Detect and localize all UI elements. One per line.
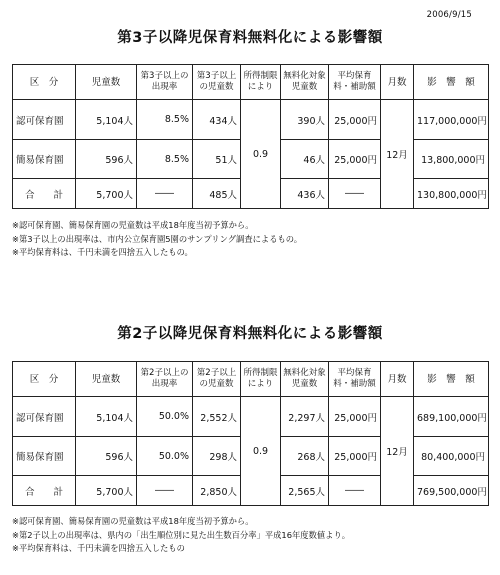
header-target-children: 第3子以上の児童数 [193, 65, 241, 100]
note-line: ※第3子以上の出現率は、市内公立保育園5園のサンプリング調査によるもの。 [12, 233, 303, 244]
note-line: ※平均保育料は、千円未満を四捨五入したもの。 [12, 247, 193, 257]
row-children: 5,700人 [76, 476, 137, 506]
header-amount: 影 響 額 [414, 65, 489, 100]
header-eligible: 無料化対象児童数 [281, 362, 329, 397]
note-line: ※平均保育料は、千円未満を四捨五入したもの [12, 543, 185, 553]
income-limit-cell: 0.9 [241, 397, 281, 506]
row-rate: 8.5% [137, 140, 193, 179]
row-children: 596人 [76, 437, 137, 476]
row-rate: ―― [137, 179, 193, 209]
row-fee: 25,000円 [329, 437, 381, 476]
row-category: 認可保育園 [13, 100, 76, 140]
row-amount: 130,800,000円 [414, 179, 489, 209]
header-category: 区 分 [13, 65, 76, 100]
row-category: 簡易保育園 [13, 140, 76, 179]
row-rate: 50.0% [137, 397, 193, 437]
row-fee: 25,000円 [329, 140, 381, 179]
header-fee: 平均保育料・補助額 [329, 65, 381, 100]
header-eligible: 無料化対象児童数 [281, 65, 329, 100]
table-header-row [13, 65, 489, 100]
row-eligible: 436人 [281, 179, 329, 209]
table2-notes [12, 515, 350, 556]
document-date: 2006/9/15 [426, 10, 472, 20]
header-children: 児童数 [76, 65, 137, 100]
row-eligible: 390人 [281, 100, 329, 140]
header-rate: 第2子以上の出現率 [137, 362, 193, 397]
note-line: ※認可保育園、簡易保育園の児童数は平成18年度当初予算から。 [12, 516, 254, 526]
row-children: 5,104人 [76, 397, 137, 437]
table-row [13, 397, 489, 437]
row-target-children: 2,552人 [193, 397, 241, 437]
header-target-children: 第2子以上の児童数 [193, 362, 241, 397]
row-category: 簡易保育園 [13, 437, 76, 476]
row-eligible: 2,297人 [281, 397, 329, 437]
header-amount: 影 響 額 [414, 362, 489, 397]
row-eligible: 46人 [281, 140, 329, 179]
table-row [13, 100, 489, 140]
row-target-children: 485人 [193, 179, 241, 209]
table-header-row [13, 362, 489, 397]
row-eligible: 2,565人 [281, 476, 329, 506]
note-line: ※第2子以上の出現率は、県内の「出生順位別に見た出生数百分率」平成16年度数値より。 [12, 529, 351, 540]
row-category: 合 計 [13, 179, 76, 209]
row-eligible: 268人 [281, 437, 329, 476]
row-amount: 689,100,000円 [414, 397, 489, 437]
row-rate: ―― [137, 476, 193, 506]
row-amount: 13,800,000円 [414, 140, 489, 179]
row-amount: 769,500,000円 [414, 476, 489, 506]
table2-title: 第2子以降児保育料無料化による影響額 [117, 326, 383, 342]
header-months: 月数 [381, 65, 414, 100]
row-children: 596人 [76, 140, 137, 179]
table1-notes [12, 219, 302, 260]
row-rate: 8.5% [137, 100, 193, 140]
row-target-children: 51人 [193, 140, 241, 179]
months-cell: 12月 [381, 397, 414, 506]
table1-title: 第3子以降児保育料無料化による影響額 [117, 30, 383, 46]
row-fee: 25,000円 [329, 397, 381, 437]
income-limit-cell: 0.9 [241, 100, 281, 209]
header-rate: 第3子以上の出現率 [137, 65, 193, 100]
impact-table-second-child [12, 361, 489, 506]
impact-table-third-child [12, 64, 489, 209]
header-category: 区 分 [13, 362, 76, 397]
header-income-limit: 所得制限により [241, 362, 281, 397]
row-fee: 25,000円 [329, 100, 381, 140]
months-cell: 12月 [381, 100, 414, 209]
note-line: ※認可保育園、簡易保育園の児童数は平成18年度当初予算から。 [12, 220, 254, 230]
header-fee: 平均保育料・補助額 [329, 362, 381, 397]
row-amount: 117,000,000円 [414, 100, 489, 140]
row-children: 5,104人 [76, 100, 137, 140]
row-amount: 80,400,000円 [414, 437, 489, 476]
row-fee: ―― [329, 179, 381, 209]
header-months: 月数 [381, 362, 414, 397]
row-children: 5,700人 [76, 179, 137, 209]
header-children: 児童数 [76, 362, 137, 397]
row-target-children: 434人 [193, 100, 241, 140]
row-target-children: 2,850人 [193, 476, 241, 506]
row-fee: ―― [329, 476, 381, 506]
row-rate: 50.0% [137, 437, 193, 476]
header-income-limit: 所得制限により [241, 65, 281, 100]
row-category: 認可保育園 [13, 397, 76, 437]
row-category: 合 計 [13, 476, 76, 506]
row-target-children: 298人 [193, 437, 241, 476]
